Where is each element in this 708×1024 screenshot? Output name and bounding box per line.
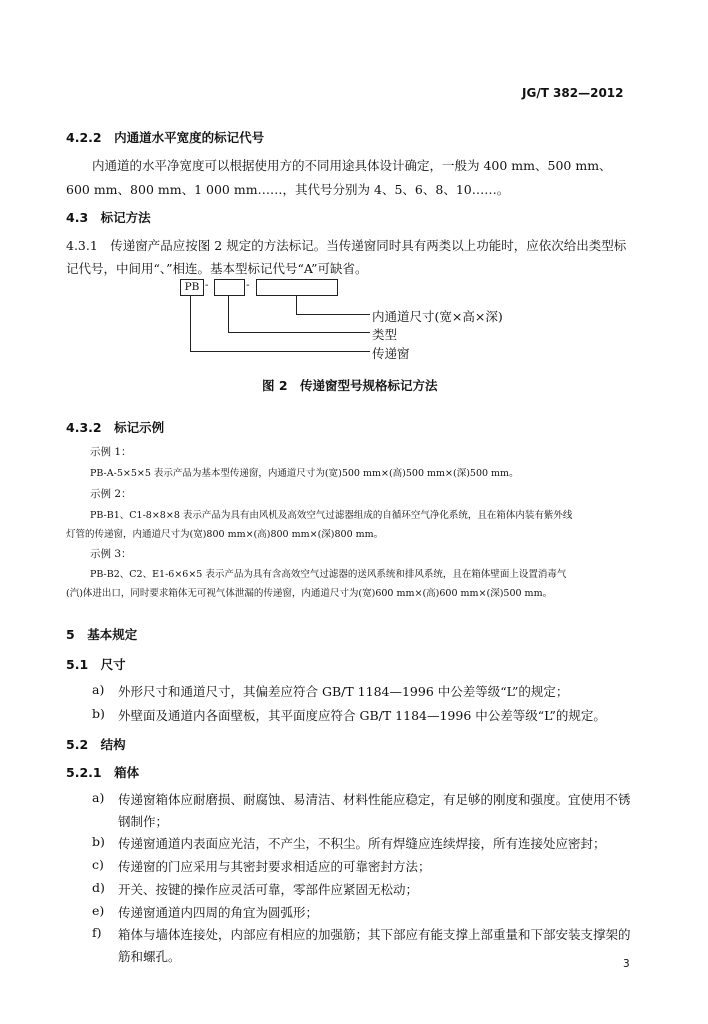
heading-5-2: 5.2 结构	[66, 737, 126, 752]
figure-caption: 图 2 传递窗型号规格标记方法	[262, 378, 438, 393]
leader-line	[228, 332, 370, 333]
page-number: 3	[623, 958, 630, 970]
list-item: 传递窗通道内表面应光洁，不产尘，不积尘。所有焊缝应连续焊接，所有连接处应密封；	[118, 836, 606, 851]
leader-line	[228, 295, 229, 333]
paragraph-line: 记代号，中间用“、”相连。基本型标记代号“A”可缺省。	[66, 261, 368, 276]
list-item: 外壁面及通道内各面壁板，其平面度应符合 GB/T 1184—1996 中公差等级“L”的规定。	[118, 708, 606, 723]
list-item-marker: a)	[92, 682, 105, 697]
leader-line	[296, 314, 370, 315]
example-text: 灯管的传递窗，内通道尺寸为(宽)800 mm×(高)800 mm×(深)800 mm。	[66, 529, 384, 540]
heading-5: 5 基本规定	[66, 627, 138, 642]
example-text: (汽)体进出口，同时要求箱体无可视气体泄漏的传递窗，内通道尺寸为(宽)600 mm×(高)600 mm×(深)500 mm。	[66, 588, 553, 599]
example-title: 示例 1：	[90, 446, 132, 458]
dash-separator: -	[205, 279, 209, 291]
list-item: 外形尺寸和通道尺寸，其偏差应符合 GB/T 1184—1996 中公差等级“L”的规定；	[118, 684, 569, 699]
label-pass-box: 传递窗	[372, 346, 410, 361]
list-item: 传递窗箱体应耐磨损、耐腐蚀、易清洁、材料性能应稳定，有足够的刚度和强度。宜使用不锈	[118, 792, 631, 807]
label-type: 类型	[372, 327, 398, 342]
label-inner-size: 内通道尺寸(宽×高×深)	[372, 309, 503, 324]
list-item-continuation: 筋和螺孔。	[118, 949, 181, 964]
paragraph-line: 4.3.1 传递窗产品应按图 2 规定的方法标记。当传递窗同时具有两类以上功能时，应依次给出类型标	[66, 238, 627, 253]
example-title: 示例 2：	[90, 488, 132, 500]
list-item: 传递窗的门应采用与其密封要求相适应的可靠密封方法；	[118, 859, 431, 874]
list-item-marker: c)	[92, 857, 104, 872]
example-title: 示例 3：	[90, 548, 132, 560]
list-item: 传递窗通道内四周的角宜为圆弧形；	[118, 905, 319, 920]
example-text: PB-B2、C2、E1-6×6×5 表示产品为具有含高效空气过滤器的送风系统和排风系统，且在箱体壁面上设置消毒气	[90, 569, 567, 580]
list-item-marker: e)	[92, 903, 105, 918]
list-item-marker: d)	[92, 880, 105, 895]
heading-5-2-1: 5.2.1 箱体	[66, 765, 140, 780]
list-item-marker: b)	[92, 706, 105, 721]
paragraph-line: 600 mm、800 mm、1 000 mm……，其代号分别为 4、5、6、8、10……。	[66, 182, 510, 197]
paragraph-line: 内通道的水平净宽度可以根据使用方的不同用途具体设计确定，一般为 400 mm、500 mm、	[92, 158, 612, 173]
list-item: 箱体与墙体连接处，内部应有相应的加强筋；其下部应有能支撑上部重量和下部安装支撑架的	[118, 927, 631, 942]
example-text: PB-A-5×5×5 表示产品为基本型传递窗，内通道尺寸为(宽)500 mm×(高)500 mm×(深)500 mm。	[90, 468, 519, 479]
heading-5-1: 5.1 尺寸	[66, 657, 126, 672]
code-box-size	[256, 279, 338, 296]
list-item-marker: a)	[92, 790, 105, 805]
heading-4-2-2: 4.2.2 内通道水平宽度的标记代号	[66, 130, 265, 145]
example-text: PB-B1、C1-8×8×8 表示产品为具有由风机及高效空气过滤器组成的自循环空气净化系统，且在箱体内装有紫外线	[90, 510, 573, 521]
list-item: 开关、按键的操作应灵活可靠，零部件应紧固无松动；	[118, 882, 419, 897]
list-item-marker: f)	[92, 925, 102, 940]
leader-line	[190, 351, 370, 352]
leader-line	[190, 295, 191, 352]
standard-number: JG/T 382—2012	[522, 86, 624, 100]
code-box-pb: PB	[180, 279, 204, 296]
heading-4-3-2: 4.3.2 标记示例	[66, 420, 165, 435]
heading-4-3: 4.3 标记方法	[66, 210, 151, 225]
code-box-type	[214, 279, 245, 296]
list-item-continuation: 钢制作；	[118, 814, 169, 829]
leader-line	[296, 295, 297, 315]
list-item-marker: b)	[92, 834, 105, 849]
dash-separator: -	[246, 279, 250, 291]
